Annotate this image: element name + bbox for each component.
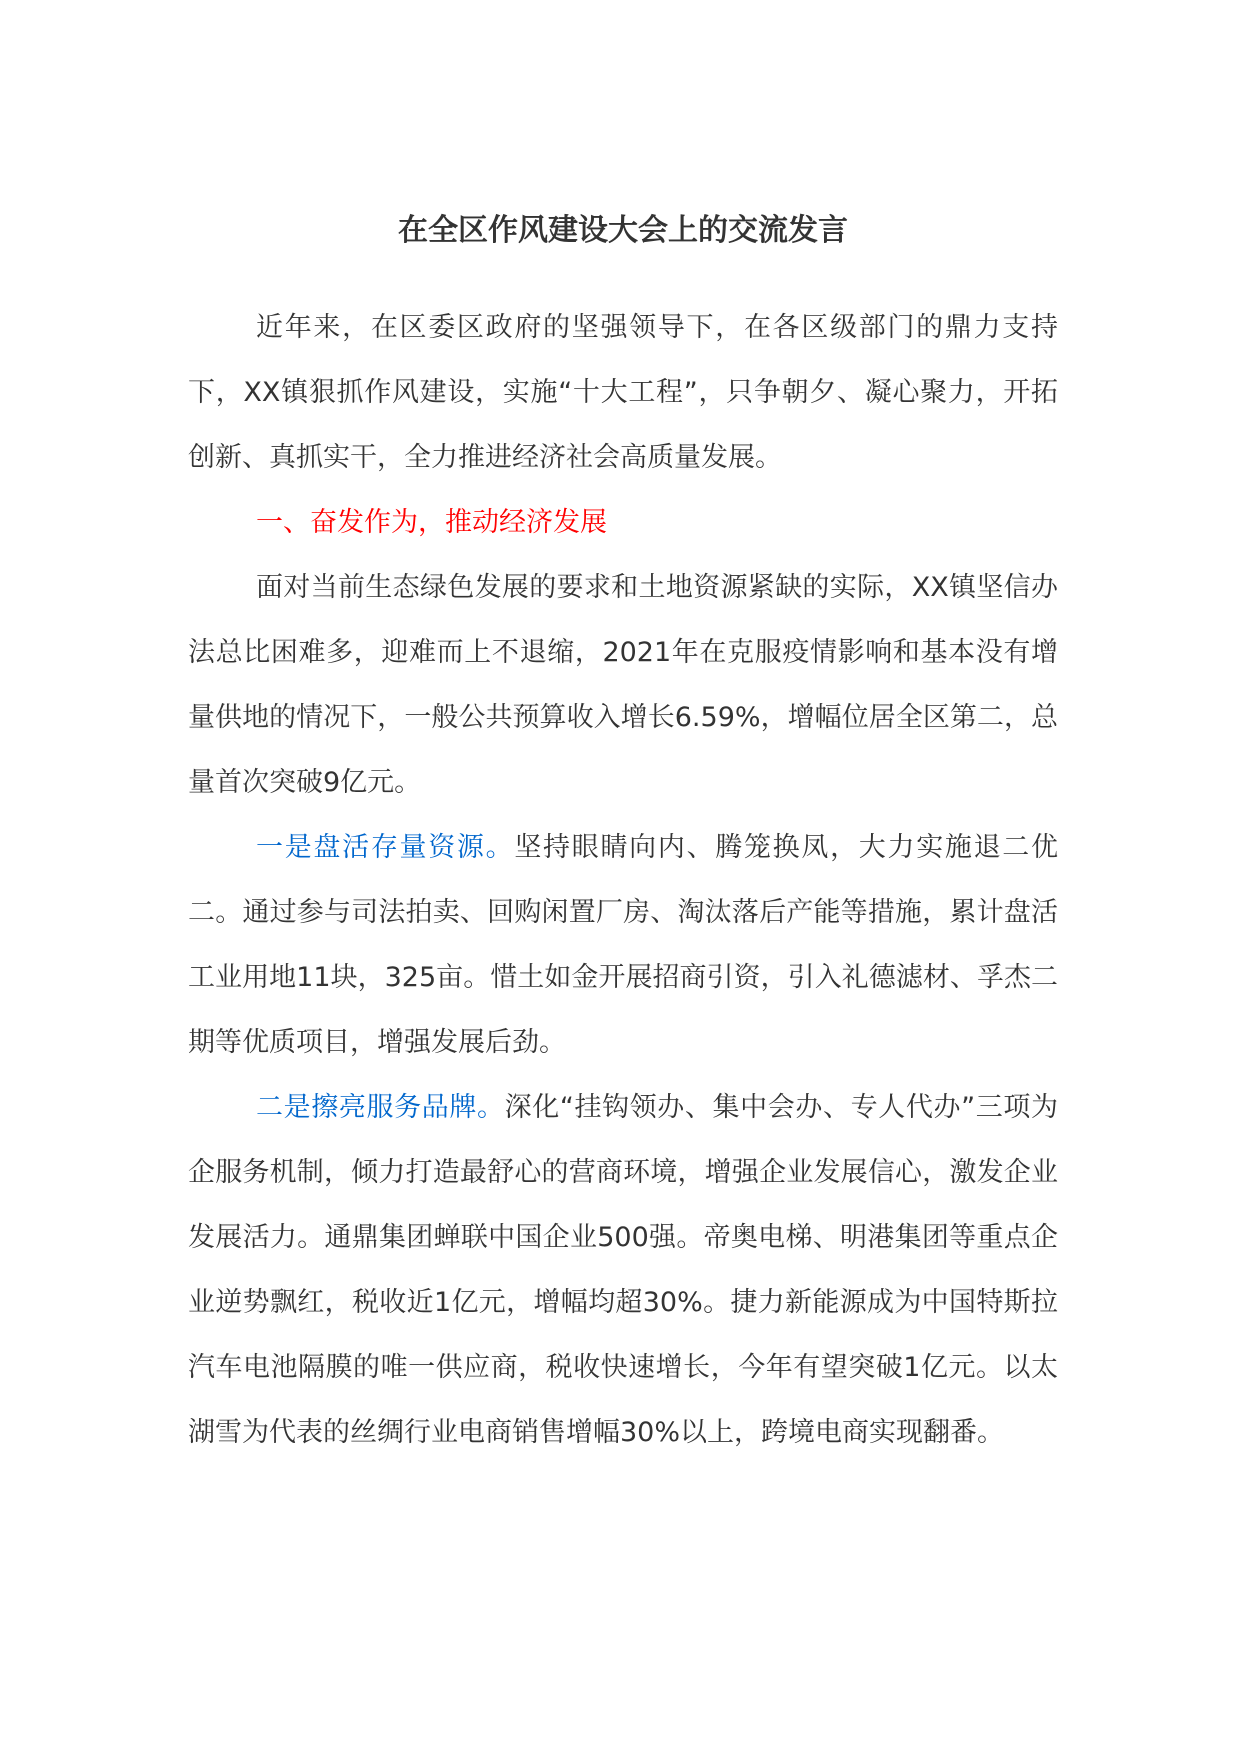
point-lead-1: 一是盘活存量资源。 (256, 832, 515, 863)
point-paragraph-2 (188, 1075, 1058, 1465)
point-paragraph-1 (188, 815, 1058, 1075)
point-lead-2: 二是擦亮服务品牌。 (256, 1092, 505, 1123)
section-heading: 一、奋发作为，推动经济发展 (256, 507, 607, 538)
intro-paragraph: 近年来，在区委区政府的坚强领导下，在各区级部门的鼎力支持下，XX镇狠抓作风建设，实施“十大工程”，只争朝夕、凝心聚力，开拓创新、真抓实干，全力推进经济社会高质量发展。 (188, 312, 1058, 473)
document-title: 在全区作风建设大会上的交流发言 (398, 213, 848, 248)
point-text-1: 坚持眼睛向内、腾笼换凤，大力实施退二优二。通过参与司法拍卖、回购闲置厂房、淘汰落后产能等措施，累计盘活工业用地11块，325亩。惜土如金开展招商引资，引入礼德滤材、孚杰二期等优质项目，增强发展后劲。 (188, 832, 1059, 1058)
point-text-2: 深化“挂钩领办、集中会办、专人代办”三项为企服务机制，倾力打造最舒心的营商环境，增强企业发展信心，激发企业发展活力。通鼎集团蝉联中国企业500强。帝奥电梯、明港集团等重点企业逆势飘红，税收近1亿元，增幅均超30%。捷力新能源成为中国特斯拉汽车电池隔膜的唯一供应商，税收快速增长，今年有望突破1亿元。以太湖雪为代表的丝绸行业电商销售增幅30%以上，跨境电商实现翻番。 (188, 1092, 1058, 1448)
document-page (188, 205, 1058, 1465)
section-paragraph: 面对当前生态绿色发展的要求和土地资源紧缺的实际，XX镇坚信办法总比困难多，迎难而上不退缩，2021年在克服疫情影响和基本没有增量供地的情况下，一般公共预算收入增长6.59%，增幅位居全区第二，总量首次突破9亿元。 (188, 572, 1058, 798)
